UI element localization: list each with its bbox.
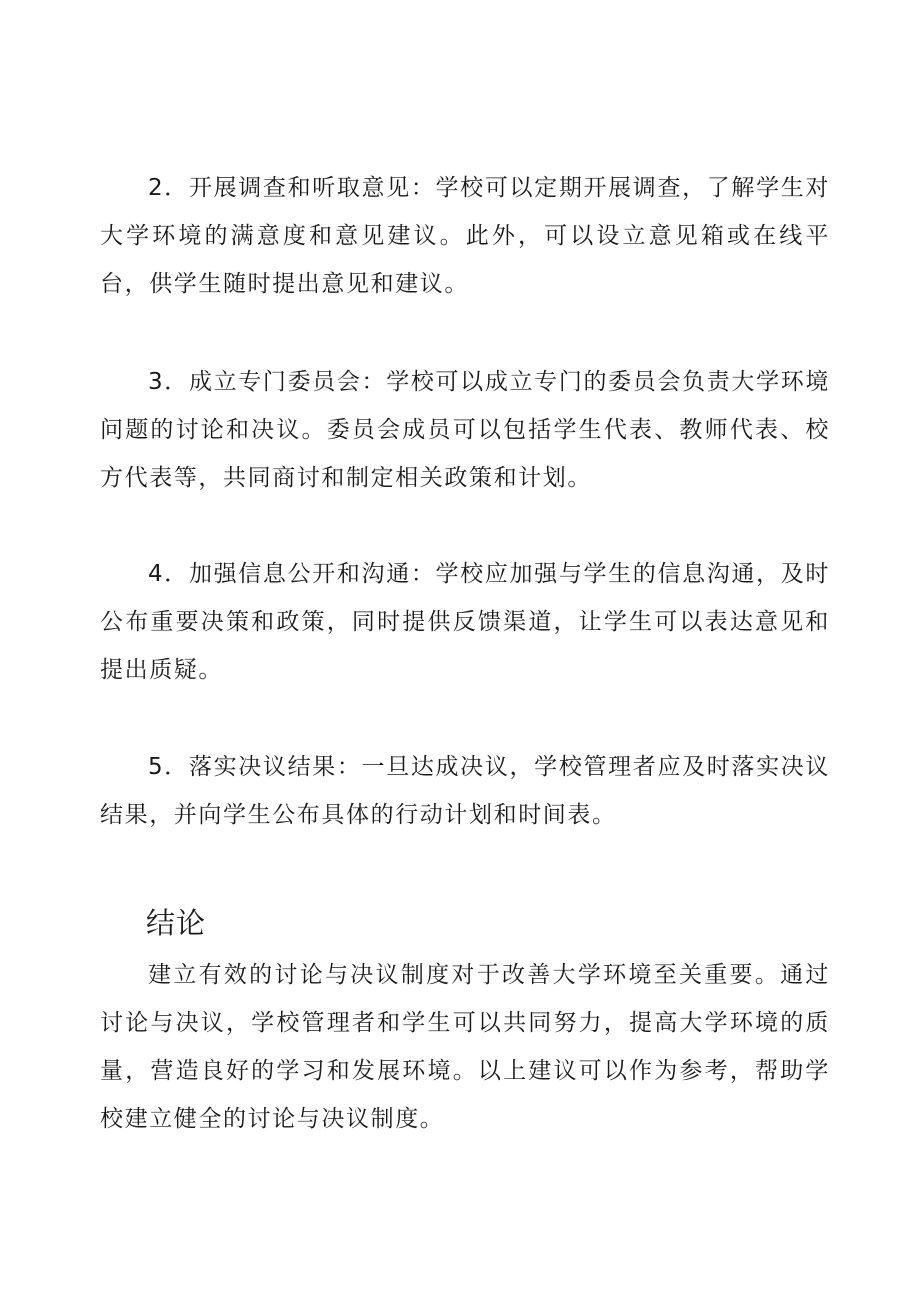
conclusion-paragraph: 建立有效的讨论与决议制度对于改善大学环境至关重要。通过讨论与决议，学校管理者和学生可以共同努力，提高大学环境的质量，营造良好的学习和发展环境。以上建议可以作为参考，帮助学校建立健全的讨论与决议制度。 bbox=[100, 962, 830, 1132]
item-number: 3 bbox=[148, 369, 165, 395]
list-item bbox=[100, 164, 830, 308]
conclusion-heading: 结论 bbox=[146, 906, 207, 940]
list-item bbox=[100, 550, 830, 694]
list-item bbox=[100, 743, 830, 839]
item-text: ．加强信息公开和沟通：学校应加强与学生的信息沟通，及时公布重要决策和政策，同时提供反馈渠道，让学生可以表达意见和提出质疑。 bbox=[100, 561, 830, 683]
list-item bbox=[100, 358, 830, 502]
item-text: ．开展调查和听取意见：学校可以定期开展调查，了解学生对大学环境的满意度和意见建议。此外，可以设立意见箱或在线平台，供学生随时提出意见和建议。 bbox=[100, 175, 830, 297]
item-number: 4 bbox=[148, 561, 165, 587]
item-number: 5 bbox=[148, 754, 165, 780]
item-text: ．落实决议结果：一旦达成决议，学校管理者应及时落实决议结果，并向学生公布具体的行动计划和时间表。 bbox=[100, 754, 830, 828]
item-number: 2 bbox=[148, 175, 165, 201]
item-text: ．成立专门委员会：学校可以成立专门的委员会负责大学环境问题的讨论和决议。委员会成员可以包括学生代表、教师代表、校方代表等，共同商讨和制定相关政策和计划。 bbox=[100, 369, 830, 491]
